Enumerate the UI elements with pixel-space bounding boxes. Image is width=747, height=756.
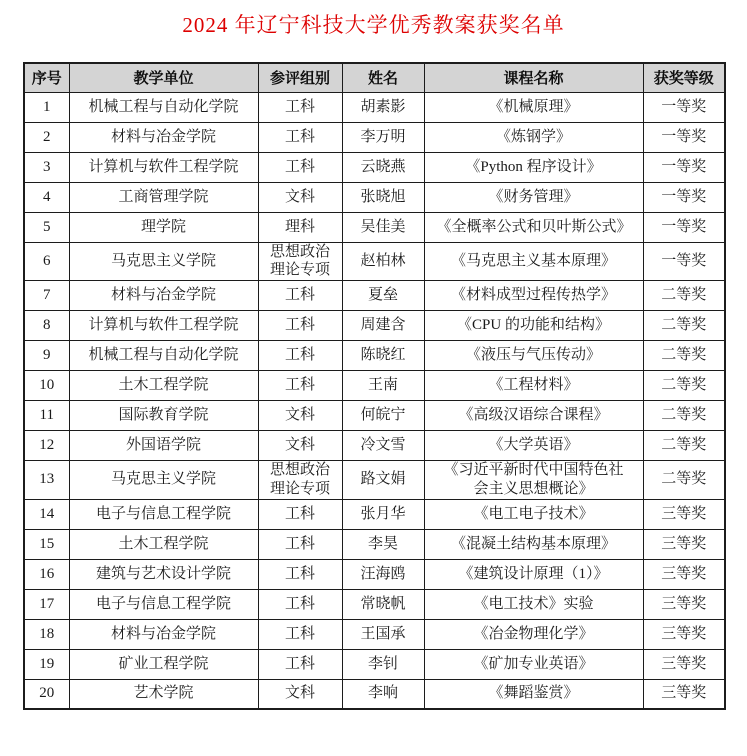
cell-course: 《炼钢学》 xyxy=(424,122,643,152)
cell-index: 18 xyxy=(24,619,69,649)
table-row xyxy=(24,92,725,122)
cell-course: 《液压与气压传动》 xyxy=(424,341,643,371)
cell-course: 《材料成型过程传热学》 xyxy=(424,281,643,311)
table-row xyxy=(24,122,725,152)
cell-name: 赵柏林 xyxy=(342,242,424,281)
cell-award: 三等奖 xyxy=(643,589,725,619)
cell-index: 10 xyxy=(24,371,69,401)
cell-award: 三等奖 xyxy=(643,559,725,589)
table-row xyxy=(24,559,725,589)
cell-unit: 马克思主义学院 xyxy=(69,242,258,281)
cell-index: 13 xyxy=(24,461,69,500)
cell-award: 二等奖 xyxy=(643,281,725,311)
cell-award: 一等奖 xyxy=(643,122,725,152)
cell-unit: 材料与冶金学院 xyxy=(69,281,258,311)
page-title: 2024 年辽宁科技大学优秀教案获奖名单 xyxy=(182,13,565,37)
cell-group: 工科 xyxy=(258,371,342,401)
table-row xyxy=(24,152,725,182)
cell-course: 《大学英语》 xyxy=(424,431,643,461)
cell-group: 文科 xyxy=(258,679,342,709)
cell-index: 11 xyxy=(24,401,69,431)
table-row xyxy=(24,311,725,341)
cell-award: 一等奖 xyxy=(643,152,725,182)
cell-unit: 计算机与软件工程学院 xyxy=(69,152,258,182)
cell-index: 19 xyxy=(24,649,69,679)
cell-unit: 矿业工程学院 xyxy=(69,649,258,679)
cell-unit: 马克思主义学院 xyxy=(69,461,258,500)
table-row xyxy=(24,649,725,679)
cell-index: 8 xyxy=(24,311,69,341)
cell-name: 汪海鸥 xyxy=(342,559,424,589)
header-cell-award: 获奖等级 xyxy=(643,63,725,92)
cell-course: 《Python 程序设计》 xyxy=(424,152,643,182)
cell-award: 三等奖 xyxy=(643,649,725,679)
table-row xyxy=(24,461,725,500)
header-cell-unit: 教学单位 xyxy=(69,63,258,92)
cell-index: 4 xyxy=(24,182,69,212)
cell-unit: 计算机与软件工程学院 xyxy=(69,311,258,341)
cell-index: 12 xyxy=(24,431,69,461)
cell-index: 1 xyxy=(24,92,69,122)
cell-name: 胡素影 xyxy=(342,92,424,122)
cell-group: 思想政治理论专项 xyxy=(258,242,342,281)
cell-group: 工科 xyxy=(258,499,342,529)
cell-group: 工科 xyxy=(258,122,342,152)
cell-award: 一等奖 xyxy=(643,182,725,212)
cell-index: 15 xyxy=(24,529,69,559)
header-row xyxy=(24,63,725,92)
cell-unit: 材料与冶金学院 xyxy=(69,122,258,152)
cell-index: 20 xyxy=(24,679,69,709)
cell-course: 《习近平新时代中国特色社会主义思想概论》 xyxy=(424,461,643,500)
cell-unit: 国际教育学院 xyxy=(69,401,258,431)
cell-name: 冷文雪 xyxy=(342,431,424,461)
cell-award: 三等奖 xyxy=(643,529,725,559)
cell-group: 文科 xyxy=(258,431,342,461)
cell-course: 《舞蹈鉴赏》 xyxy=(424,679,643,709)
cell-index: 16 xyxy=(24,559,69,589)
cell-unit: 工商管理学院 xyxy=(69,182,258,212)
cell-group: 工科 xyxy=(258,559,342,589)
table-row xyxy=(24,242,725,281)
cell-award: 二等奖 xyxy=(643,431,725,461)
cell-course: 《混凝土结构基本原理》 xyxy=(424,529,643,559)
cell-award: 三等奖 xyxy=(643,679,725,709)
cell-group: 工科 xyxy=(258,281,342,311)
cell-index: 9 xyxy=(24,341,69,371)
cell-group: 工科 xyxy=(258,589,342,619)
cell-group: 工科 xyxy=(258,341,342,371)
table-row xyxy=(24,281,725,311)
cell-unit: 艺术学院 xyxy=(69,679,258,709)
cell-course: 《机械原理》 xyxy=(424,92,643,122)
table-row xyxy=(24,212,725,242)
cell-course: 《电工电子技术》 xyxy=(424,499,643,529)
cell-course: 《冶金物理化学》 xyxy=(424,619,643,649)
cell-unit: 土木工程学院 xyxy=(69,529,258,559)
cell-award: 二等奖 xyxy=(643,371,725,401)
cell-name: 王国承 xyxy=(342,619,424,649)
cell-name: 周建含 xyxy=(342,311,424,341)
cell-group: 工科 xyxy=(258,92,342,122)
cell-course: 《高级汉语综合课程》 xyxy=(424,401,643,431)
cell-index: 17 xyxy=(24,589,69,619)
cell-group: 文科 xyxy=(258,401,342,431)
cell-course: 《工程材料》 xyxy=(424,371,643,401)
cell-name: 张月华 xyxy=(342,499,424,529)
table-row xyxy=(24,499,725,529)
cell-group: 工科 xyxy=(258,529,342,559)
table-row xyxy=(24,529,725,559)
cell-unit: 电子与信息工程学院 xyxy=(69,499,258,529)
cell-unit: 土木工程学院 xyxy=(69,371,258,401)
cell-course: 《矿加专业英语》 xyxy=(424,649,643,679)
cell-name: 路文娟 xyxy=(342,461,424,500)
cell-award: 一等奖 xyxy=(643,212,725,242)
table-row xyxy=(24,679,725,709)
cell-unit: 材料与冶金学院 xyxy=(69,619,258,649)
cell-name: 王南 xyxy=(342,371,424,401)
cell-group: 理科 xyxy=(258,212,342,242)
table-row xyxy=(24,182,725,212)
cell-course: 《建筑设计原理（1）》 xyxy=(424,559,643,589)
cell-unit: 电子与信息工程学院 xyxy=(69,589,258,619)
cell-name: 张晓旭 xyxy=(342,182,424,212)
cell-unit: 机械工程与自动化学院 xyxy=(69,341,258,371)
cell-award: 三等奖 xyxy=(643,499,725,529)
cell-course: 《CPU 的功能和结构》 xyxy=(424,311,643,341)
awards-table xyxy=(23,62,726,710)
cell-name: 李昊 xyxy=(342,529,424,559)
cell-index: 5 xyxy=(24,212,69,242)
cell-award: 二等奖 xyxy=(643,341,725,371)
cell-award: 二等奖 xyxy=(643,401,725,431)
cell-name: 陈晓红 xyxy=(342,341,424,371)
cell-award: 一等奖 xyxy=(643,92,725,122)
header-cell-course: 课程名称 xyxy=(424,63,643,92)
cell-index: 7 xyxy=(24,281,69,311)
cell-award: 二等奖 xyxy=(643,311,725,341)
cell-index: 3 xyxy=(24,152,69,182)
table-body xyxy=(24,92,725,709)
header-cell-name: 姓名 xyxy=(342,63,424,92)
cell-name: 吴佳美 xyxy=(342,212,424,242)
table-row xyxy=(24,619,725,649)
cell-course: 《财务管理》 xyxy=(424,182,643,212)
table-row xyxy=(24,431,725,461)
cell-group: 工科 xyxy=(258,649,342,679)
cell-unit: 建筑与艺术设计学院 xyxy=(69,559,258,589)
cell-group: 思想政治理论专项 xyxy=(258,461,342,500)
cell-group: 工科 xyxy=(258,619,342,649)
header-cell-index: 序号 xyxy=(24,63,69,92)
cell-name: 云晓燕 xyxy=(342,152,424,182)
cell-award: 一等奖 xyxy=(643,242,725,281)
cell-name: 何皖宁 xyxy=(342,401,424,431)
cell-group: 工科 xyxy=(258,311,342,341)
cell-group: 文科 xyxy=(258,182,342,212)
cell-index: 14 xyxy=(24,499,69,529)
cell-course: 《马克思主义基本原理》 xyxy=(424,242,643,281)
cell-name: 李万明 xyxy=(342,122,424,152)
cell-unit: 理学院 xyxy=(69,212,258,242)
cell-course: 《电工技术》实验 xyxy=(424,589,643,619)
cell-unit: 外国语学院 xyxy=(69,431,258,461)
cell-name: 李钊 xyxy=(342,649,424,679)
table-row xyxy=(24,401,725,431)
cell-group: 工科 xyxy=(258,152,342,182)
cell-name: 李响 xyxy=(342,679,424,709)
table-row xyxy=(24,371,725,401)
table-row xyxy=(24,589,725,619)
cell-unit: 机械工程与自动化学院 xyxy=(69,92,258,122)
cell-course: 《全概率公式和贝叶斯公式》 xyxy=(424,212,643,242)
cell-award: 二等奖 xyxy=(643,461,725,500)
cell-name: 夏垒 xyxy=(342,281,424,311)
cell-index: 6 xyxy=(24,242,69,281)
cell-name: 常晓帆 xyxy=(342,589,424,619)
header-cell-group: 参评组别 xyxy=(258,63,342,92)
cell-index: 2 xyxy=(24,122,69,152)
cell-award: 三等奖 xyxy=(643,619,725,649)
table-row xyxy=(24,341,725,371)
